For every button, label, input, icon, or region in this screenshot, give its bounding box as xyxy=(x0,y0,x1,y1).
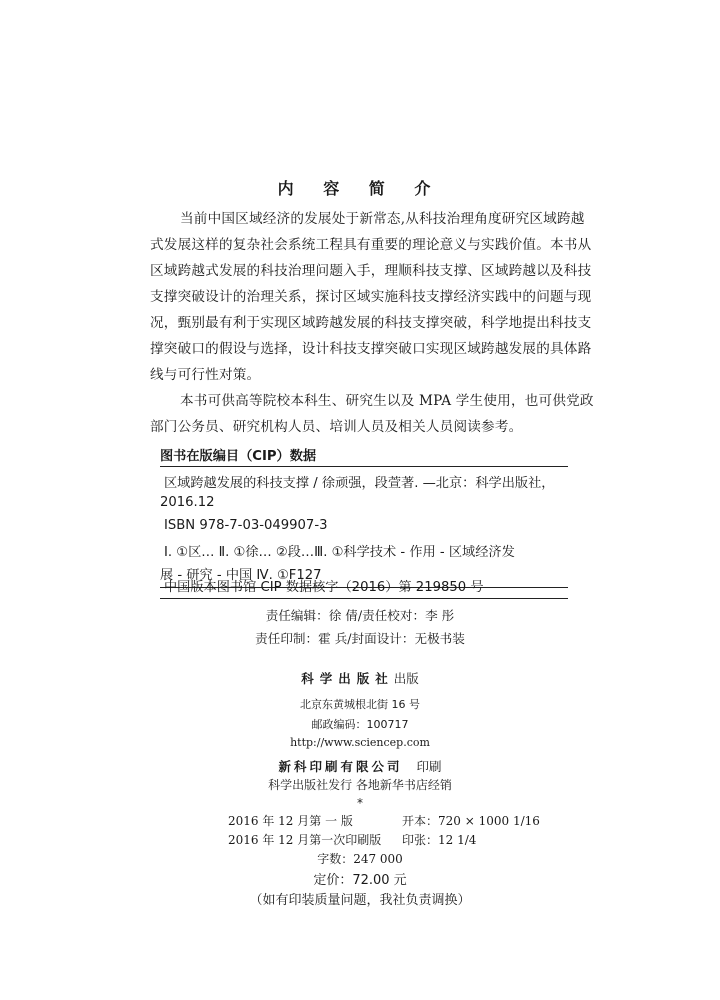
quality-notice: （如有印装质量问题，我社负责调换） xyxy=(249,893,471,908)
word-count: 字数：247 000 xyxy=(317,852,403,866)
sheets: 印张：12 1/4 xyxy=(402,833,477,847)
summary-line: 当前中国区域经济的发展处于新常态,从科技治理角度研究区域跨越 xyxy=(180,211,585,227)
distribution-line: 科学出版社发行 各地新华书店经销 xyxy=(268,778,452,792)
format: 开本：720 × 1000 1/16 xyxy=(402,814,540,828)
page-title: 内 容 简 介 xyxy=(277,179,443,198)
cip-line: 展 - 研究 - 中国 Ⅳ. ①F127 xyxy=(160,568,322,583)
audience-line: 部门公务员、研究机构人员、培训人员及相关人员阅读参考。 xyxy=(150,419,523,435)
separator-star: * xyxy=(357,796,363,810)
first-print: 2016 年 12 月第一次印刷版 xyxy=(228,833,382,847)
summary-line: 区域跨越式发展的科技治理问题入手，理顺科技支撑、区域跨越以及科技 xyxy=(150,263,592,279)
cip-top-rule xyxy=(160,466,568,467)
publisher-line xyxy=(0,668,720,687)
printer-name: 新科印刷有限公司 xyxy=(278,759,403,774)
summary-line: 况，甄别最有利于实现区域跨越发展的科技支撑突破，科学地提出科技支 xyxy=(150,315,592,331)
cip-line: Ⅰ. ①区… Ⅱ. ①徐… ②段…Ⅲ. ①科学技术 - 作用 - 区域经济发 xyxy=(164,545,515,560)
cip-line: 2016.12 xyxy=(160,495,215,510)
credits-line: 责任编辑：徐 倩/责任校对：李 彤 xyxy=(265,608,455,623)
publisher-url: http://www.sciencep.com xyxy=(290,736,430,749)
publisher-postcode: 邮政编码：100717 xyxy=(311,718,409,731)
summary-line: 撑突破口的假设与选择，设计科技支撑突破口实现区域跨越发展的具体路 xyxy=(150,341,592,357)
cip-line: ISBN 978-7-03-049907-3 xyxy=(164,518,328,533)
cip-record-rule xyxy=(160,598,568,599)
first-edition: 2016 年 12 月第 一 版 xyxy=(228,814,353,828)
cip-heading: 图书在版编目（CIP）数据 xyxy=(160,449,317,464)
printer-line xyxy=(0,756,720,775)
summary-line: 线与可行性对策。 xyxy=(150,367,261,383)
publisher-address: 北京东黄城根北街 16 号 xyxy=(300,698,420,711)
publisher-suffix: 出版 xyxy=(393,671,419,686)
cip-record: 中国版本图书馆 CIP 数据核字（2016）第 219850 号 xyxy=(164,580,484,595)
publisher-name: 科学出版社 xyxy=(301,671,394,686)
price: 定价：72.00 元 xyxy=(313,873,407,888)
printer-suffix: 印刷 xyxy=(416,759,442,774)
summary-line: 支撑突破设计的治理关系，探讨区域实施科技支撑经济实践中的问题与现 xyxy=(150,289,592,305)
credits-line: 责任印制：霍 兵/封面设计：无极书装 xyxy=(255,631,465,646)
summary-line: 式发展这样的复杂社会系统工程具有重要的理论意义与实践价值。本书从 xyxy=(150,237,592,253)
cip-line: 区域跨越发展的科技支撑 / 徐顽强，段萱著. —北京：科学出版社， xyxy=(164,476,555,491)
audience-line: 本书可供高等院校本科生、研究生以及 MPA 学生使用，也可供党政 xyxy=(180,393,594,409)
